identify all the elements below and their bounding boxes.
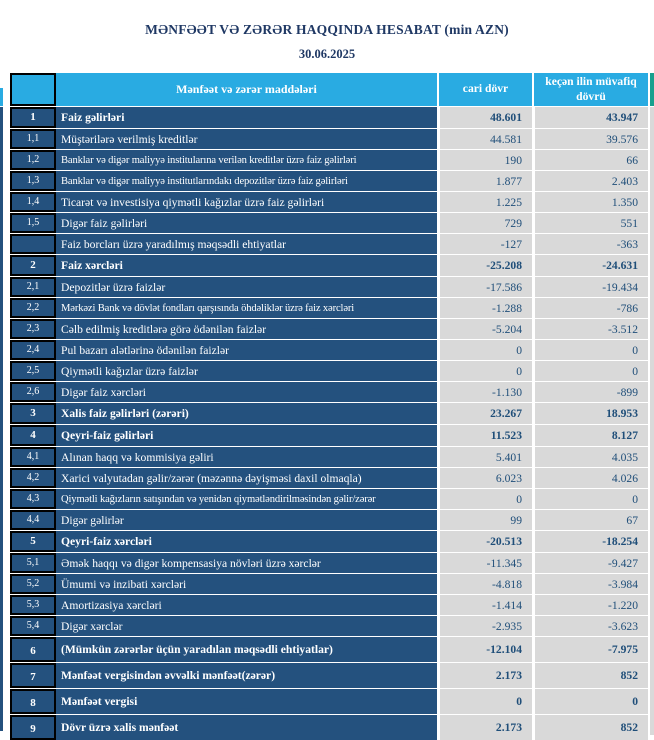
row-number-cell: 8 xyxy=(10,689,56,714)
left-edge-body-sliver xyxy=(0,107,3,731)
table-row xyxy=(10,574,648,594)
row-label-cell: Digər gəlirlər xyxy=(56,510,437,530)
row-label-cell: Ümumi və inzibati xərcləri xyxy=(56,574,437,594)
table-row xyxy=(10,616,648,636)
table-row xyxy=(10,715,648,740)
table-row xyxy=(10,510,648,530)
row-previous-value-cell: 4.026 xyxy=(532,468,648,488)
row-previous-value-cell: 66 xyxy=(532,150,648,170)
row-label-cell: Digər xərclər xyxy=(56,616,437,636)
row-label-cell: Cəlb edilmiş kreditlərə görə ödənilən faizlər xyxy=(56,319,437,339)
row-current-value-cell: -11.345 xyxy=(437,553,532,573)
row-previous-value-cell: 39.576 xyxy=(532,129,648,149)
row-label-cell: Depozitlər üzrə faizlər xyxy=(56,277,437,297)
row-label-cell: Faiz borcları üzrə yaradılmış məqsədli ehtiyatlar xyxy=(56,234,437,254)
row-previous-value-cell: 1.350 xyxy=(532,192,648,212)
row-previous-value-cell: 8.127 xyxy=(532,425,648,446)
row-number-cell: 1,5 xyxy=(10,213,56,233)
row-number-cell: 4 xyxy=(10,425,56,446)
row-label-cell: Mənfəət vergisi xyxy=(56,689,437,714)
table-row xyxy=(10,319,648,339)
row-label-cell: Ticarət və investisiya qiymətli kağızlar üzrə faiz gəlirləri xyxy=(56,192,437,212)
row-current-value-cell: 0 xyxy=(437,340,532,360)
row-number-cell: 2,5 xyxy=(10,361,56,381)
row-label-cell: Alınan haqq və kommisiya gəliri xyxy=(56,447,437,467)
table-row xyxy=(10,340,648,360)
table-row xyxy=(10,361,648,381)
row-previous-value-cell: 43.947 xyxy=(532,107,648,128)
row-label-cell: Digər faiz xərcləri xyxy=(56,382,437,402)
table-row xyxy=(10,129,648,149)
row-current-value-cell: 99 xyxy=(437,510,532,530)
report-title: MƏNFƏƏT VƏ ZƏRƏR HAQQINDA HESABAT (min AZN) xyxy=(145,22,509,37)
row-current-value-cell: -4.818 xyxy=(437,574,532,594)
row-label-cell: Qiymətli kağızların satışından və yenidən qiymətləndirilməsindən gəlir/zərər xyxy=(56,489,437,509)
row-number-cell: 4,1 xyxy=(10,447,56,467)
row-label-cell: Qeyri-faiz gəlirləri xyxy=(56,425,437,446)
table-row xyxy=(10,468,648,488)
row-current-value-cell: -2.935 xyxy=(437,616,532,636)
profit-loss-table xyxy=(10,73,648,740)
table-row xyxy=(10,107,648,128)
row-previous-value-cell: 4.035 xyxy=(532,447,648,467)
row-previous-value-cell: 2.403 xyxy=(532,171,648,191)
row-current-value-cell: 1.225 xyxy=(437,192,532,212)
table-row xyxy=(10,595,648,615)
row-number-cell: 7 xyxy=(10,663,56,688)
row-label-cell: Pul bazarı alətlərinə ödənilən faizlər xyxy=(56,340,437,360)
row-current-value-cell: 48.601 xyxy=(437,107,532,128)
row-label-cell: Faiz xərcləri xyxy=(56,255,437,276)
row-number-cell: 1,2 xyxy=(10,150,56,170)
row-previous-value-cell: -7.975 xyxy=(532,637,648,662)
row-previous-value-cell: -899 xyxy=(532,382,648,402)
row-number-cell: 2,4 xyxy=(10,340,56,360)
row-current-value-cell: 23.267 xyxy=(437,403,532,424)
row-previous-value-cell: -18.254 xyxy=(532,531,648,552)
row-label-cell: Xarici valyutadan gəlir/zərər (məzənnə dəyişməsi daxil olmaqla) xyxy=(56,468,437,488)
row-current-value-cell: -1.288 xyxy=(437,298,532,318)
row-current-value-cell: 0 xyxy=(437,689,532,714)
row-number-cell: 5,2 xyxy=(10,574,56,594)
row-current-value-cell: -1.130 xyxy=(437,382,532,402)
row-number-cell: 4,4 xyxy=(10,510,56,530)
row-current-value-cell: -20.513 xyxy=(437,531,532,552)
row-previous-value-cell: -24.631 xyxy=(532,255,648,276)
row-current-value-cell: -12.104 xyxy=(437,637,532,662)
header-cell-row-number xyxy=(10,73,56,106)
row-number-cell: 2,2 xyxy=(10,298,56,318)
row-label-cell: Əmək haqqı və digər kompensasiya növləri üzrə xərclər xyxy=(56,553,437,573)
row-label-cell: Müştərilərə verilmiş kreditlər xyxy=(56,129,437,149)
table-row xyxy=(10,150,648,170)
row-number-cell: 4,2 xyxy=(10,468,56,488)
table-row xyxy=(10,425,648,446)
row-current-value-cell: 2.173 xyxy=(437,663,532,688)
row-previous-value-cell: 0 xyxy=(532,489,648,509)
row-number-cell: 9 xyxy=(10,715,56,740)
table-row xyxy=(10,382,648,402)
table-row xyxy=(10,403,648,424)
table-row xyxy=(10,298,648,318)
table-row xyxy=(10,637,648,662)
title-block xyxy=(0,0,654,62)
row-number-cell: 4,3 xyxy=(10,489,56,509)
row-current-value-cell: 190 xyxy=(437,150,532,170)
table-row xyxy=(10,689,648,714)
row-number-cell: 5,1 xyxy=(10,553,56,573)
table-header-row xyxy=(10,73,648,106)
row-label-cell: Banklar və digər maliyyə institularına verilən kreditlər üzrə faiz gəlirləri xyxy=(56,150,437,170)
right-edge-header-sliver xyxy=(650,73,654,106)
row-label-cell: Dövr üzrə xalis mənfəət xyxy=(56,715,437,740)
row-label-cell: (Mümkün zərərlər üçün yaradılan məqsədli ehtiyatlar) xyxy=(56,637,437,662)
row-number-cell: 1,4 xyxy=(10,192,56,212)
table-row xyxy=(10,531,648,552)
report-date: 30.06.2025 xyxy=(298,47,356,61)
row-current-value-cell: 6.023 xyxy=(437,468,532,488)
row-previous-value-cell: 852 xyxy=(532,663,648,688)
row-current-value-cell: 11.523 xyxy=(437,425,532,446)
row-previous-value-cell: 0 xyxy=(532,361,648,381)
row-current-value-cell: -17.586 xyxy=(437,277,532,297)
row-label-cell: Faiz gəlirləri xyxy=(56,107,437,128)
row-previous-value-cell: -363 xyxy=(532,234,648,254)
row-current-value-cell: 0 xyxy=(437,489,532,509)
row-current-value-cell: 1.877 xyxy=(437,171,532,191)
row-current-value-cell: 729 xyxy=(437,213,532,233)
row-number-cell: 2,6 xyxy=(10,382,56,402)
row-current-value-cell: 44.581 xyxy=(437,129,532,149)
row-label-cell: Banklar və digər maliyyə institutlarındakı depozitlər üzrə faiz gəlirləri xyxy=(56,171,437,191)
row-current-value-cell: 0 xyxy=(437,361,532,381)
row-number-cell: 2,1 xyxy=(10,277,56,297)
row-previous-value-cell: -3.512 xyxy=(532,319,648,339)
row-label-cell: Digər faiz gəlirləri xyxy=(56,213,437,233)
header-cell-items: Mənfəət və zərər maddələri xyxy=(56,73,437,106)
row-label-cell: Mərkəzi Bank və dövlət fondları qarşısında öhdəliklər üzrə faiz xərcləri xyxy=(56,298,437,318)
table-row xyxy=(10,447,648,467)
right-edge-body-sliver xyxy=(650,107,654,735)
row-label-cell: Amortizasiya xərcləri xyxy=(56,595,437,615)
row-number-cell: 6 xyxy=(10,637,56,662)
row-number-cell: 1,1 xyxy=(10,129,56,149)
row-previous-value-cell: -1.220 xyxy=(532,595,648,615)
table-row xyxy=(10,255,648,276)
row-number-cell xyxy=(10,234,56,254)
left-edge-header-sliver xyxy=(0,88,3,106)
row-previous-value-cell: 551 xyxy=(532,213,648,233)
row-label-cell: Mənfəət vergisindən əvvəlki mənfəət(zərər) xyxy=(56,663,437,688)
table-row xyxy=(10,171,648,191)
header-cell-current-period: cari dövr xyxy=(437,73,532,106)
row-label-cell: Xalis faiz gəlirləri (zərəri) xyxy=(56,403,437,424)
table-row xyxy=(10,192,648,212)
row-current-value-cell: 2.173 xyxy=(437,715,532,740)
row-number-cell: 1 xyxy=(10,107,56,128)
table-row xyxy=(10,489,648,509)
row-number-cell: 5,3 xyxy=(10,595,56,615)
row-previous-value-cell: 0 xyxy=(532,689,648,714)
row-current-value-cell: -127 xyxy=(437,234,532,254)
table-row xyxy=(10,277,648,297)
row-number-cell: 2 xyxy=(10,255,56,276)
row-number-cell: 2,3 xyxy=(10,319,56,339)
row-current-value-cell: -5.204 xyxy=(437,319,532,339)
table-row xyxy=(10,663,648,688)
table-row xyxy=(10,234,648,254)
row-previous-value-cell: 852 xyxy=(532,715,648,740)
table-row xyxy=(10,213,648,233)
row-previous-value-cell: 67 xyxy=(532,510,648,530)
row-previous-value-cell: -9.427 xyxy=(532,553,648,573)
row-number-cell: 5 xyxy=(10,531,56,552)
row-label-cell: Qiymətli kağızlar üzrə faizlər xyxy=(56,361,437,381)
row-previous-value-cell: -3.984 xyxy=(532,574,648,594)
row-previous-value-cell: -19.434 xyxy=(532,277,648,297)
row-current-value-cell: -25.208 xyxy=(437,255,532,276)
row-current-value-cell: -1.414 xyxy=(437,595,532,615)
row-previous-value-cell: 18.953 xyxy=(532,403,648,424)
row-previous-value-cell: -786 xyxy=(532,298,648,318)
row-number-cell: 5,4 xyxy=(10,616,56,636)
row-number-cell: 1,3 xyxy=(10,171,56,191)
row-previous-value-cell: -3.623 xyxy=(532,616,648,636)
row-previous-value-cell: 0 xyxy=(532,340,648,360)
row-number-cell: 3 xyxy=(10,403,56,424)
row-label-cell: Qeyri-faiz xərcləri xyxy=(56,531,437,552)
header-cell-previous-period: keçən ilin müvafiq dövrü xyxy=(532,73,648,106)
row-current-value-cell: 5.401 xyxy=(437,447,532,467)
table-row xyxy=(10,553,648,573)
